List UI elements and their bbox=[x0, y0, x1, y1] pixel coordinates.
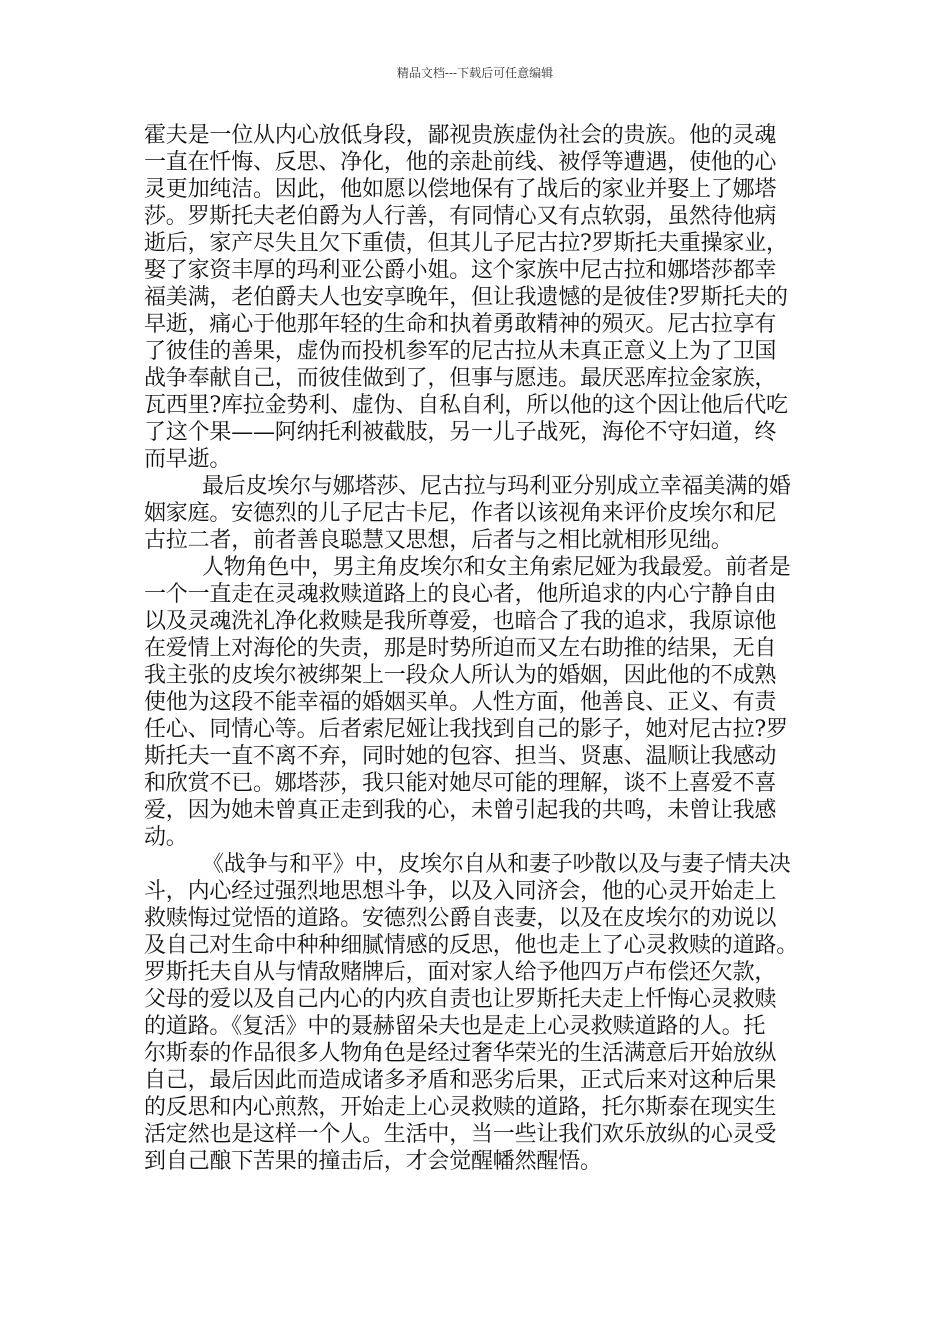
text-line: 爱，因为她未曾真正走到我的心，未曾引起我的共鸣，未曾让我感 bbox=[144, 798, 777, 823]
text-line: 瓦西里?库拉金势利、虚伪、自私自利，所以他的这个因让他后代吃 bbox=[144, 393, 788, 418]
text-line: 福美满，老伯爵夫人也安享晚年，但让我遗憾的是彼佳?罗斯托夫的 bbox=[144, 285, 788, 310]
text-line: 以及灵魂洗礼净化救赎是我所尊爱，也暗合了我的追求，我原谅他 bbox=[144, 609, 777, 634]
text-line: 最后皮埃尔与娜塔莎、尼古拉与玛利亚分别成立幸福美满的婚 bbox=[202, 474, 791, 499]
text-line: 父母的爱以及自己内心的内疚自责也让罗斯托夫走上忏悔心灵救赎 bbox=[144, 987, 777, 1012]
text-line: 人物角色中，男主角皮埃尔和女主角索尼娅为我最爱。前者是 bbox=[202, 555, 791, 580]
text-line: 霍夫是一位从内心放低身段，鄙视贵族虚伪社会的贵族。他的灵魂 bbox=[144, 123, 777, 148]
text-line: 在爱情上对海伦的失责，那是时势所迫而又左右助推的结果，无自 bbox=[144, 636, 777, 661]
text-line: 而早逝。 bbox=[144, 447, 232, 472]
text-line: 古拉二者，前者善良聪慧又思想，后者与之相比就相形见绌。 bbox=[144, 528, 733, 553]
text-line: 及自己对生命中种种细腻情感的反思，他也走上了心灵救赎的道路。 bbox=[144, 933, 799, 958]
text-line: 姻家庭。安德烈的儿子尼古卡尼，作者以该视角来评价皮埃尔和尼 bbox=[144, 501, 777, 526]
text-line: 罗斯托夫自从与情敌赌牌后，面对家人给予他四万卢布偿还欠款， bbox=[144, 960, 777, 985]
text-line: 斯托夫一直不离不弃，同时她的包容、担当、贤惠、温顺让我感动 bbox=[144, 744, 777, 769]
text-line: 任心、同情心等。后者索尼娅让我找到自己的影子，她对尼古拉?罗 bbox=[144, 717, 788, 742]
text-line: 战争奉献自己，而彼佳做到了，但事与愿违。最厌恶库拉金家族， bbox=[144, 366, 777, 391]
text-line: 娶了家资丰厚的玛利亚公爵小姐。这个家族中尼古拉和娜塔莎都幸 bbox=[144, 258, 777, 283]
text-line: 《战争与和平》中，皮埃尔自从和妻子吵散以及与妻子情夫决 bbox=[202, 852, 791, 877]
paragraph bbox=[144, 851, 806, 1175]
text-line: 的反思和内心煎熬，开始走上心灵救赎的道路，托尔斯泰在现实生 bbox=[144, 1095, 777, 1120]
text-line: 动。 bbox=[144, 825, 188, 850]
text-line: 使他为这段不能幸福的婚姻买单。人性方面，他善良、正义、有责 bbox=[144, 690, 777, 715]
text-line: 早逝，痛心于他那年轻的生命和执着勇敢精神的殒灭。尼古拉享有 bbox=[144, 312, 777, 337]
text-line: 一个一直走在灵魂救赎道路上的良心者，他所追求的内心宁静自由 bbox=[144, 582, 777, 607]
document-body bbox=[144, 122, 806, 1175]
text-line: 救赎悔过觉悟的道路。安德烈公爵自丧妻，以及在皮埃尔的劝说以 bbox=[144, 906, 777, 931]
page-header: 精品文档---下载后可任意编辑 bbox=[396, 66, 554, 80]
text-line: 我主张的皮埃尔被绑架上一段众人所认为的婚姻，因此他的不成熟 bbox=[144, 663, 777, 688]
text-line: 了彼佳的善果，虚伪而投机参军的尼古拉从未真正意义上为了卫国 bbox=[144, 339, 777, 364]
text-line: 了这个果——阿纳托利被截肢，另一儿子战死，海伦不守妇道，终 bbox=[144, 420, 777, 445]
text-line: 斗，内心经过强烈地思想斗争，以及入同济会，他的心灵开始走上 bbox=[144, 879, 777, 904]
text-line: 一直在忏悔、反思、净化，他的亲赴前线、被俘等遭遇，使他的心 bbox=[144, 150, 777, 175]
paragraph bbox=[144, 473, 806, 554]
text-line: 活定然也是这样一个人。生活中，当一些让我们欢乐放纵的心灵受 bbox=[144, 1122, 777, 1147]
text-line: 和欣赏不已。娜塔莎，我只能对她尽可能的理解，谈不上喜爱不喜 bbox=[144, 771, 777, 796]
text-line: 到自己酿下苦果的撞击后，才会觉醒幡然醒悟。 bbox=[144, 1149, 602, 1174]
text-line: 灵更加纯洁。因此，他如愿以偿地保有了战后的家业并娶上了娜塔 bbox=[144, 177, 777, 202]
text-line: 尔斯泰的作品很多人物角色是经过奢华荣光的生活满意后开始放纵 bbox=[144, 1041, 777, 1066]
text-line: 的道路。《复活》中的聂赫留朵夫也是走上心灵救赎道路的人。托 bbox=[144, 1014, 766, 1039]
text-line: 自己，最后因此而造成诸多矛盾和恶劣后果，正式后来对这种后果 bbox=[144, 1068, 777, 1093]
paragraph bbox=[144, 122, 806, 473]
text-line: 莎。罗斯托夫老伯爵为人行善，有同情心又有点软弱，虽然待他病 bbox=[144, 204, 777, 229]
paragraph bbox=[144, 554, 806, 851]
text-line: 逝后，家产尽失且欠下重债，但其儿子尼古拉?罗斯托夫重操家业， bbox=[144, 231, 788, 256]
